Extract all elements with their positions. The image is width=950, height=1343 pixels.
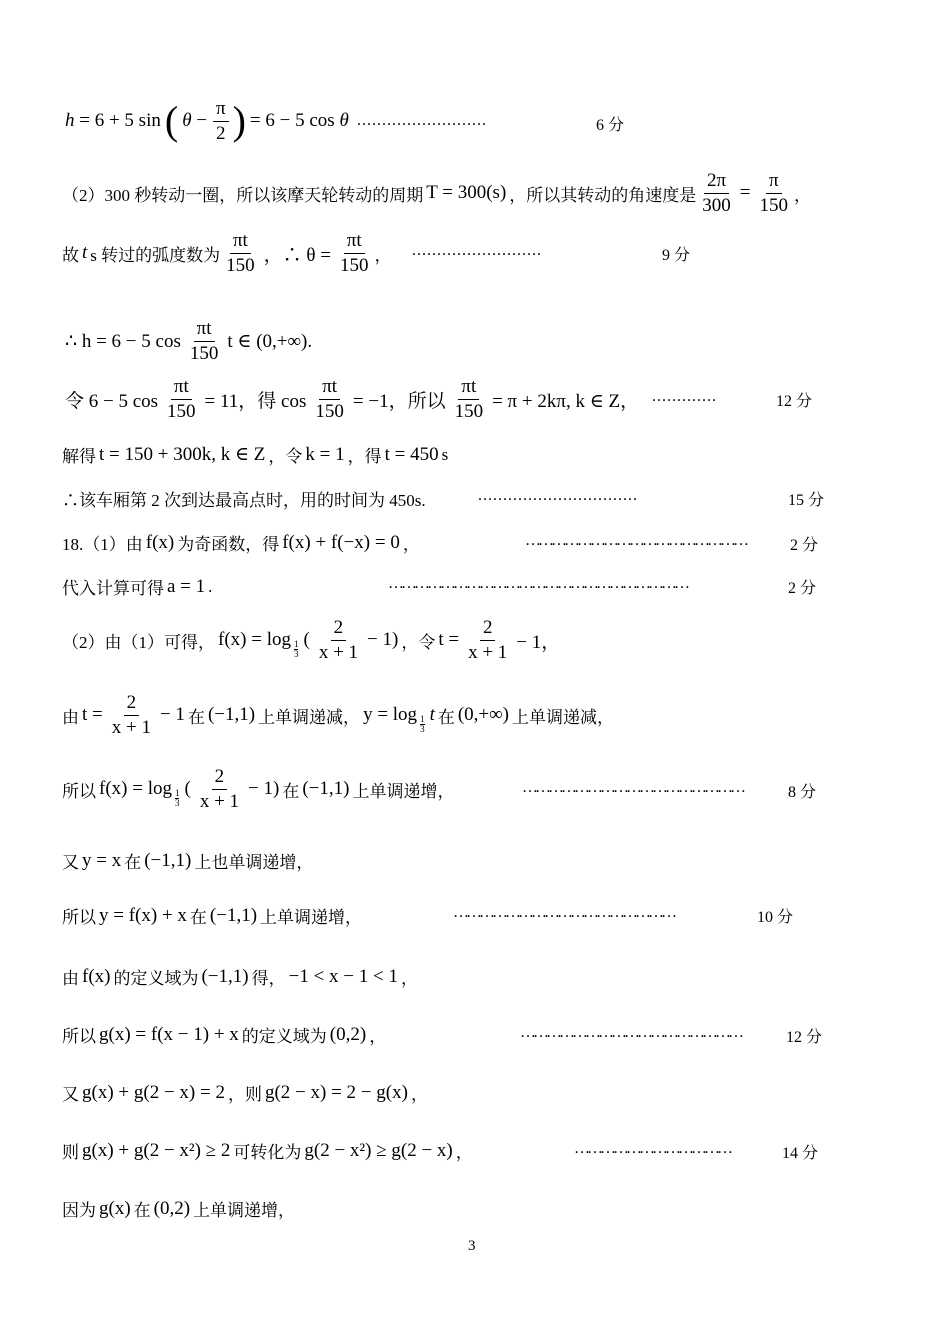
text: 上单调递减，	[512, 707, 615, 727]
math: y = x	[82, 849, 122, 871]
log-base-num: 1	[174, 787, 180, 798]
score-mark: 6 分	[596, 117, 625, 134]
math: t ∈ (0,+∞).	[227, 330, 313, 352]
math: t = 150 + 300k, k ∈ Z	[99, 444, 266, 465]
line-q18-1	[62, 530, 420, 555]
text: 在	[282, 781, 300, 801]
line-radian	[62, 230, 391, 277]
dot-leader: ……………………………………………	[525, 532, 746, 549]
text: 故	[62, 245, 79, 265]
score-mark: 12 分	[786, 1029, 823, 1046]
text: ，则	[227, 1085, 262, 1104]
math: g(2 − x) = 2 − g(x)	[264, 1081, 408, 1103]
math: = 11，得 cos	[204, 390, 307, 412]
math: − 1	[159, 704, 185, 726]
score-mark: 8 分	[788, 784, 817, 801]
fraction-num: 2	[480, 617, 496, 641]
text: （2）由（1）可得，	[62, 632, 215, 652]
dot-leader: ……………………………………………	[520, 1024, 741, 1041]
score-mark: 14 分	[782, 1145, 819, 1162]
dot-leader: ……………………………………………	[453, 904, 674, 921]
score-mark: 2 分	[790, 537, 819, 554]
math: (−1,1)	[201, 965, 249, 987]
fraction-den: 150	[226, 254, 255, 276]
math: f(x) + f(−x) = 0	[282, 531, 400, 553]
text: 解得	[62, 447, 96, 466]
line-g-inc	[62, 1196, 295, 1221]
fraction-num: π	[766, 170, 782, 194]
fraction-num: 2	[331, 617, 347, 641]
line-h-cos	[62, 318, 315, 365]
dot-leader: .............	[652, 388, 717, 405]
text: ，	[455, 1143, 473, 1162]
math: g(x) + g(2 − x) = 2	[82, 1081, 225, 1103]
math: t	[82, 242, 88, 264]
math: − 1)	[367, 629, 399, 651]
line-fx-log: （2）由（1）可得， f(x) = log $\frac{1}{3}$ ( $\frac{2}{x + 1}$ − 1) ，令 t = $\frac{2}{x + 1}$ − 1，	[62, 617, 561, 663]
log-base-den: 3	[293, 648, 299, 659]
log-base-den: 3	[420, 723, 425, 734]
text: 的定义域为	[241, 1027, 327, 1046]
math: T = 300(s)	[426, 182, 507, 204]
text: 所以	[62, 781, 96, 801]
line-solve-cos	[62, 376, 642, 423]
line-sum-inc	[62, 903, 362, 928]
math: g(x)	[99, 1197, 131, 1219]
fraction-den: x + 1	[199, 790, 240, 812]
dot-leader: ……………………………………………	[522, 779, 743, 796]
text: 因为	[62, 1201, 96, 1220]
log-base-num: 1	[420, 713, 425, 724]
text: ，令	[268, 447, 303, 466]
text: ，令	[401, 632, 436, 652]
math: −1 < x − 1 < 1	[288, 965, 398, 987]
math: g(x) + g(2 − x²) ≥ 2	[82, 1139, 231, 1161]
math: y = f(x) + x	[99, 904, 187, 926]
math: t =	[82, 704, 103, 726]
text: 所以	[62, 908, 96, 927]
line-yx	[62, 848, 313, 873]
text: 在	[187, 707, 205, 727]
math: (0,2)	[329, 1023, 367, 1045]
math: (0,2)	[153, 1197, 191, 1219]
line-a-value	[62, 574, 212, 599]
text: 又	[62, 853, 79, 872]
math: (−1,1)	[144, 849, 192, 871]
math: f(x) = log	[218, 629, 291, 651]
math: = π + 2kπ, k ∈ Z，	[492, 390, 640, 412]
math: t = 450	[384, 443, 439, 465]
text: 可转化为	[233, 1143, 302, 1162]
line-solve-t	[62, 442, 448, 467]
text: 得，	[251, 969, 286, 988]
dot-leader: ..........................	[357, 112, 487, 129]
math: k = 1	[305, 443, 345, 465]
fraction-den: x + 1	[318, 641, 359, 663]
page-number: 3	[468, 1238, 476, 1254]
math: y = log	[363, 704, 418, 726]
text: 上单调递增，	[193, 1201, 296, 1220]
math: 令 6 − 5 cos	[65, 390, 159, 412]
math: f(x)	[145, 531, 175, 553]
text: 在	[124, 853, 142, 872]
text: （2）300 秒转动一圈，所以该摩天轮转动的周期	[62, 185, 424, 205]
math: − 1)	[248, 778, 280, 800]
math: (−1,1)	[207, 704, 256, 726]
math: (0,+∞)	[457, 704, 510, 726]
fraction-num: πt	[194, 318, 215, 342]
text: ，得	[347, 447, 382, 466]
line-monotone-inc: 所以 f(x) = log $\frac{1}{3}$ ( $\frac{2}{x + 1}$ − 1) 在 (−1,1) 上单调递增，	[62, 766, 455, 812]
math: g(2 − x²) ≥ g(2 − x)	[304, 1139, 453, 1161]
fraction-den: 150	[339, 254, 369, 276]
math: g(x) = f(x − 1) + x	[99, 1023, 239, 1045]
fraction-den: 150	[315, 400, 344, 422]
fraction-num: πt	[458, 376, 479, 400]
fraction-num: 2	[212, 766, 228, 790]
line-g-domain	[62, 1022, 386, 1047]
line-conclusion	[62, 486, 426, 511]
dot-leader: ……………………………………………………………	[388, 575, 687, 592]
text: 在	[189, 908, 207, 927]
line-period: （2）300 秒转动一圈，所以该摩天轮转动的周期 T = 300(s) ，所以其转动的角速度是 $\frac{2\pi}{300}$ = $\frac{\pi}{150}$ ，	[62, 170, 811, 216]
fraction-den: 300	[702, 194, 731, 216]
score-mark: 10 分	[757, 909, 794, 926]
text: .	[208, 576, 213, 596]
fraction-num: πt	[230, 230, 251, 254]
text: 为奇函数，得	[177, 535, 280, 554]
text: 由	[62, 707, 79, 727]
text: 又	[62, 1085, 79, 1104]
dot-leader: ................................	[478, 487, 638, 504]
text: ，所以其转动的角速度是	[509, 185, 697, 205]
text: 18.（1）由	[62, 535, 143, 554]
fraction-den: 150	[454, 400, 484, 422]
text: s 转过的弧度数为	[90, 245, 221, 265]
text: ，	[410, 1085, 428, 1104]
text: 代入计算可得	[62, 579, 164, 598]
text: ，	[374, 245, 392, 265]
dot-leader: ………………………………	[574, 1140, 730, 1157]
math: f(x)	[82, 965, 111, 987]
dot-leader: ..........................	[412, 242, 542, 259]
text: 的定义域为	[113, 969, 199, 988]
fraction-num: πt	[319, 376, 340, 400]
text: 则	[62, 1143, 79, 1162]
line-inequality	[62, 1138, 473, 1163]
text: 在	[133, 1201, 151, 1220]
math: a = 1	[167, 575, 206, 597]
math: − 1，	[516, 631, 561, 653]
text: s	[441, 444, 449, 464]
text: 所以	[62, 1027, 96, 1046]
log-base-den: 3	[174, 797, 180, 808]
math: t	[429, 704, 435, 726]
math: ，∴ θ =	[263, 244, 331, 266]
fraction-den: x + 1	[111, 716, 151, 738]
fraction-den: 150	[189, 342, 219, 364]
text: ∴该车厢第 2 次到达最高点时，用的时间为 450s.	[62, 491, 426, 510]
line-g-symmetry	[62, 1080, 428, 1105]
eq-h-sin: h = 6 + 5 sin ( θ − $\frac{\pi}{2}$ ) = 6 − 5 cos θ	[65, 98, 349, 144]
text: 上单调递增，	[352, 781, 455, 801]
math: (−1,1)	[209, 904, 258, 926]
score-mark: 15 分	[788, 492, 825, 509]
fraction-num: 2	[124, 692, 140, 716]
score-mark: 9 分	[662, 247, 691, 264]
text: 由	[62, 969, 79, 988]
math: f(x) = log	[99, 778, 172, 800]
fraction-den: x + 1	[468, 641, 508, 663]
fraction-num: πt	[344, 230, 365, 254]
math: ∴ h = 6 − 5 cos	[65, 330, 181, 352]
line-domain	[62, 964, 418, 989]
text: 上单调递增，	[260, 908, 363, 927]
fraction-num: 2π	[704, 170, 729, 194]
text: 在	[437, 707, 455, 727]
math: t =	[438, 629, 460, 651]
text: 上单调递减，	[258, 707, 361, 727]
score-mark: 12 分	[776, 393, 813, 410]
fraction-num: πt	[171, 376, 192, 400]
log-base-num: 1	[293, 638, 299, 649]
text: ，	[400, 969, 418, 988]
math: = −1，所以	[352, 390, 446, 412]
math: (−1,1)	[302, 778, 350, 800]
fraction-den: 150	[759, 194, 788, 216]
text: ，	[369, 1027, 387, 1046]
line-monotone-dec	[62, 692, 614, 739]
score-mark: 2 分	[788, 580, 817, 597]
text: ，	[794, 185, 811, 205]
text: ，	[402, 535, 420, 554]
fraction-den: 150	[167, 400, 196, 422]
text: 上也单调递增，	[194, 853, 314, 872]
